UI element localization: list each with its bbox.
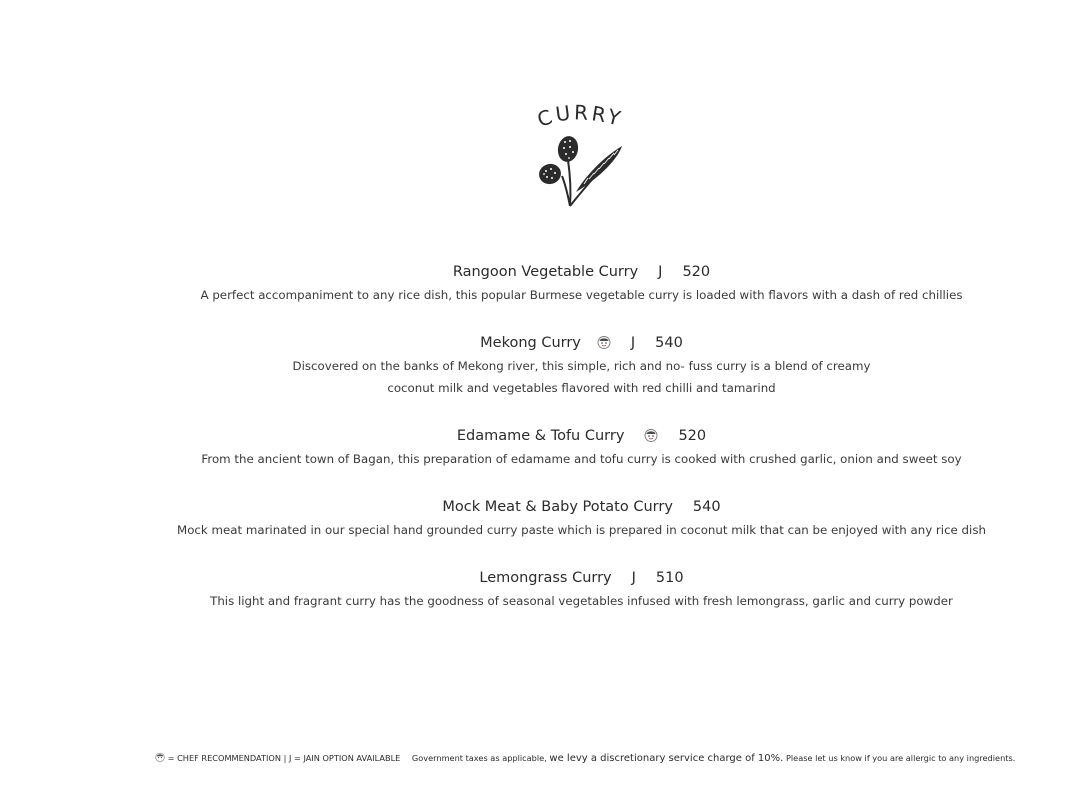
dish-description: From the ancient town of Bagan, this preparation of edamame and tofu curry is cooked with crushed garlic, onion and sweet soy: [201, 452, 962, 466]
dish-price: 510: [655, 570, 684, 586]
taxes-note: Government taxes as applicable,: [411, 753, 547, 763]
list-item: [140, 260, 1023, 306]
chef-hat-icon: [155, 752, 165, 762]
dish-price: 520: [682, 264, 711, 280]
dish-name: Lemongrass Curry: [479, 570, 612, 586]
dish-description: Discovered on the banks of Mekong river, this simple, rich and no- fuss curry is a blend of creamy: [292, 359, 871, 373]
dish-name: Rangoon Vegetable Curry: [452, 264, 639, 280]
dish-name: Edamame & Tofu Curry: [456, 428, 625, 444]
allergy-note: Please let us know if you are allergic to any ingredients.: [785, 753, 1016, 763]
chef-hat-icon: [644, 426, 658, 440]
dish-line: [140, 566, 1023, 590]
section-header: [0, 100, 1067, 212]
service-charge-note: we levy a discretionary service charge of 10%.: [549, 753, 784, 764]
chef-hat-icon: [597, 333, 611, 347]
jain-badge: J: [631, 570, 636, 586]
dish-price: 540: [692, 499, 721, 515]
footer-notes: [155, 751, 1015, 766]
jain-badge: J: [658, 264, 663, 280]
section-title: CURRY: [533, 100, 626, 132]
list-item: [140, 566, 1023, 612]
legend-jain: J = JAIN OPTION AVAILABLE: [288, 753, 401, 763]
dish-description: Mock meat marinated in our special hand grounded curry paste which is prepared in coconut milk that can be enjoyed with any rice dish: [177, 523, 986, 537]
dish-name: Mock Meat & Baby Potato Curry: [442, 499, 673, 515]
dish-line: [140, 495, 1023, 519]
dish-description: coconut milk and vegetables flavored with red chilli and tamarind: [387, 381, 776, 395]
dish-line: [140, 331, 1023, 355]
dish-name: Mekong Curry: [480, 335, 581, 351]
dish-line: [140, 424, 1023, 448]
legend-chef: = CHEF RECOMMENDATION |: [167, 753, 287, 763]
list-item: [140, 331, 1023, 399]
list-item: [140, 495, 1023, 541]
list-item: [140, 424, 1023, 470]
dish-description: This light and fragrant curry has the goodness of seasonal vegetables infused with fresh lemongrass, garlic and curry powder: [210, 594, 953, 608]
jain-badge: J: [630, 335, 636, 351]
dish-price: 520: [678, 428, 707, 444]
leaf-sprig-icon: [518, 100, 630, 212]
dish-price: 540: [655, 335, 683, 351]
dish-description: A perfect accompaniment to any rice dish, this popular Burmese vegetable curry is loaded with flavors with a dash of red chillies: [200, 288, 963, 302]
dish-line: [140, 260, 1023, 284]
